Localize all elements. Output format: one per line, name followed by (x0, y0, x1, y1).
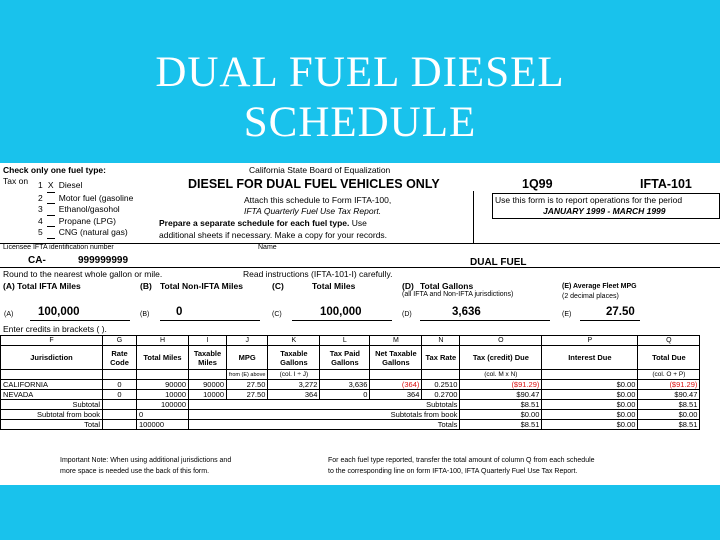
col-letter: M (370, 336, 422, 346)
fuel-option-2[interactable]: 2 Motor fuel (gasoline (38, 192, 134, 203)
fuel-type-list (38, 180, 133, 239)
col-header: Total Due (638, 346, 700, 370)
fuel-checkbox-5[interactable] (47, 227, 55, 239)
taxable-gallons-cell: 364 (268, 390, 320, 400)
label-a: (A) Total IFTA Miles (3, 281, 81, 291)
col-letter: N (422, 336, 460, 346)
subtotal-total: $8.51 (638, 400, 700, 410)
col-sub: (col. O + P) (638, 370, 700, 380)
taxable-miles-cell[interactable]: 90000 (189, 380, 227, 390)
fuel-checkbox-3[interactable] (47, 204, 55, 216)
column-letters-row (1, 336, 700, 346)
label-b-tag: (B) (140, 281, 152, 291)
form-sheet (0, 163, 720, 485)
total-tax-due: $8.51 (460, 420, 542, 430)
total-interest: $0.00 (542, 420, 638, 430)
additional-sheets-note: additional sheets if necessary. Make a copy for your records. (159, 230, 388, 240)
col-sub (103, 370, 137, 380)
prepare-separate-note: Prepare a separate schedule for each fuel type. (159, 218, 350, 228)
total-miles-cell[interactable]: 90000 (137, 380, 189, 390)
use-form-note: Use this form is to report operations for the period (495, 195, 683, 205)
quarter-label: 1Q99 (522, 177, 553, 191)
totals-label: Totals (189, 420, 460, 430)
id-number-field[interactable]: 999999999 (78, 255, 129, 266)
from-book-due[interactable]: $0.00 (460, 410, 542, 420)
mpg-cell: 27.50 (227, 390, 268, 400)
value-a-tag: (A) (4, 311, 14, 318)
interest-due-cell: $0.00 (542, 380, 638, 390)
subtotal-miles: 100000 (137, 400, 189, 410)
jurisdiction-cell[interactable]: CALIFORNIA (1, 380, 103, 390)
taxable-gallons-cell: 3,272 (268, 380, 320, 390)
value-e-tag: (E) (562, 311, 572, 318)
title-line-2: SCHEDULE (243, 99, 477, 146)
attach-line-1: Attach this schedule to Form IFTA-100, (244, 195, 392, 205)
label-d: Total Gallons (420, 281, 474, 291)
col-header: Tax Rate (422, 346, 460, 370)
col-letter: J (227, 336, 268, 346)
id-prefix: CA- (28, 255, 46, 266)
total-miles-cell[interactable]: 10000 (137, 390, 189, 400)
main-form-title: DIESEL FOR DUAL FUEL VEHICLES ONLY (188, 177, 440, 191)
col-letter: K (268, 336, 320, 346)
subtotal-from-book-miles[interactable]: 0 (137, 410, 189, 420)
col-letter: L (320, 336, 370, 346)
transfer-note-line-1: For each fuel type reported, transfer the total amount of column Q from each schedule (328, 457, 595, 464)
fuel-checkbox-4[interactable] (47, 216, 55, 228)
taxable-miles-cell[interactable]: 10000 (189, 390, 227, 400)
tax-on-label: Tax on (3, 176, 29, 186)
net-taxable-gallons-cell: (364) (370, 380, 422, 390)
grand-total-due: $8.51 (638, 420, 700, 430)
transfer-note-line-2: to the corresponding line on form IFTA-100, IFTA Quarterly Fuel Use Tax Report. (328, 468, 578, 475)
reporting-period: JANUARY 1999 - MARCH 1999 (543, 206, 666, 216)
col-letter: I (189, 336, 227, 346)
tax-paid-gallons-cell[interactable]: 3,636 (320, 380, 370, 390)
from-book-total[interactable]: $0.00 (638, 410, 700, 420)
col-header: Net Taxable Gallons (370, 346, 422, 370)
fuel-option-3[interactable]: 3 Ethanol/gasohol (38, 204, 120, 214)
important-note-line-1: Important Note: When using additional jurisdictions and (60, 457, 232, 464)
tax-due-cell: $90.47 (460, 390, 542, 400)
col-header: Total Miles (137, 346, 189, 370)
important-note-line-2: more space is needed use the back of this form. (60, 468, 210, 475)
fuel-checkbox-1[interactable]: X (47, 180, 55, 193)
label-e: (E) Average Fleet MPG (562, 283, 637, 290)
col-letter: H (137, 336, 189, 346)
col-sub (320, 370, 370, 380)
licensee-name-field[interactable]: DUAL FUEL (470, 257, 527, 268)
col-sub (1, 370, 103, 380)
subtotal-from-book-label: Subtotal from book (1, 410, 103, 420)
jurisdiction-table (0, 335, 700, 430)
form-number: IFTA-101 (640, 177, 692, 191)
col-sub (542, 370, 638, 380)
col-sub (422, 370, 460, 380)
slide-title (0, 48, 720, 148)
rate-code-cell[interactable]: 0 (103, 380, 137, 390)
col-letter: G (103, 336, 137, 346)
value-d-tag: (D) (402, 311, 412, 318)
col-header: Rate Code (103, 346, 137, 370)
fuel-checkbox-2[interactable] (47, 193, 55, 205)
col-letter: F (1, 336, 103, 346)
tax-rate-cell: 0.2700 (422, 390, 460, 400)
total-ifta-miles-field[interactable]: 100,000 (38, 306, 80, 318)
col-header: Tax Paid Gallons (320, 346, 370, 370)
label-d-tag: (D) (402, 281, 414, 291)
subtotal-label: Subtotal (1, 400, 103, 410)
mpg-cell: 27.50 (227, 380, 268, 390)
agency-label: California State Board of Equalization (249, 165, 391, 175)
column-subheader-row (1, 370, 700, 380)
col-header: MPG (227, 346, 268, 370)
table-row (1, 380, 700, 390)
label-c-tag: (C) (272, 281, 284, 291)
label-e-sub: (2 decimal places) (562, 293, 619, 300)
col-sub (370, 370, 422, 380)
subtotal-due: $8.51 (460, 400, 542, 410)
subtotal-row (1, 400, 700, 410)
label-b: Total Non-IFTA Miles (160, 281, 243, 291)
col-sub (137, 370, 189, 380)
fuel-option-4[interactable]: 4 Propane (LPG) (38, 215, 116, 226)
label-d-sub: (all IFTA and Non-IFTA jurisdictions) (402, 291, 514, 298)
net-taxable-gallons-cell: 364 (370, 390, 422, 400)
name-label: Name (258, 244, 277, 251)
attach-line-2: IFTA Quarterly Fuel Use Tax Report. (244, 206, 382, 216)
subtotals-label: Subtotals (189, 400, 460, 410)
col-sub: (col. M x N) (460, 370, 542, 380)
subtotal-from-book-row (1, 410, 700, 420)
col-header: Taxable Gallons (268, 346, 320, 370)
total-miles-field[interactable]: 100,000 (320, 306, 362, 318)
subtotal-interest: $0.00 (542, 400, 638, 410)
col-sub: from (E) above (227, 370, 268, 380)
col-header: Tax (credit) Due (460, 346, 542, 370)
jurisdiction-cell[interactable]: NEVADA (1, 390, 103, 400)
table-row (1, 390, 700, 400)
prepare-use-text: Use (351, 218, 367, 228)
tax-paid-gallons-cell[interactable]: 0 (320, 390, 370, 400)
label-c: Total Miles (312, 281, 356, 291)
fuel-option-5[interactable]: 5 CNG (natural gas) (38, 227, 128, 237)
col-letter: P (542, 336, 638, 346)
total-gallons-field[interactable]: 3,636 (452, 306, 481, 318)
title-line-1: DUAL FUEL DIESEL (155, 49, 565, 96)
interest-due-cell: $0.00 (542, 390, 638, 400)
total-row (1, 420, 700, 430)
total-miles-sum: 100000 (137, 420, 189, 430)
fuel-option-1[interactable]: 1 X Diesel (38, 180, 133, 193)
total-label: Total (1, 420, 103, 430)
tax-rate-cell: 0.2510 (422, 380, 460, 390)
period-box (492, 193, 720, 219)
column-header-row (1, 346, 700, 370)
col-header: Interest Due (542, 346, 638, 370)
rate-code-cell[interactable]: 0 (103, 390, 137, 400)
col-sub: (col. I ÷ J) (268, 370, 320, 380)
read-instructions-note: Read instructions (IFTA-101-I) carefully. (243, 269, 393, 279)
tax-due-cell: ($91.29) (460, 380, 542, 390)
value-b-tag: (B) (140, 311, 150, 318)
round-note: Round to the nearest whole gallon or mile. (3, 269, 163, 279)
average-mpg-field[interactable]: 27.50 (606, 306, 635, 318)
col-header: Jurisdiction (1, 346, 103, 370)
value-c-tag: (C) (272, 311, 282, 318)
total-due-cell: $90.47 (638, 390, 700, 400)
total-due-cell: ($91.29) (638, 380, 700, 390)
col-letter: Q (638, 336, 700, 346)
from-book-interest[interactable]: $0.00 (542, 410, 638, 420)
subtotals-from-book-label: Subtotals from book (189, 410, 460, 420)
col-header: Taxable Miles (189, 346, 227, 370)
check-one-label: Check only one fuel type: (3, 165, 106, 175)
credits-note: Enter credits in brackets ( ). (3, 324, 107, 334)
col-letter: O (460, 336, 542, 346)
id-number-label: Licensee IFTA identification number (3, 244, 114, 251)
total-non-ifta-miles-field[interactable]: 0 (176, 306, 183, 318)
col-sub (189, 370, 227, 380)
